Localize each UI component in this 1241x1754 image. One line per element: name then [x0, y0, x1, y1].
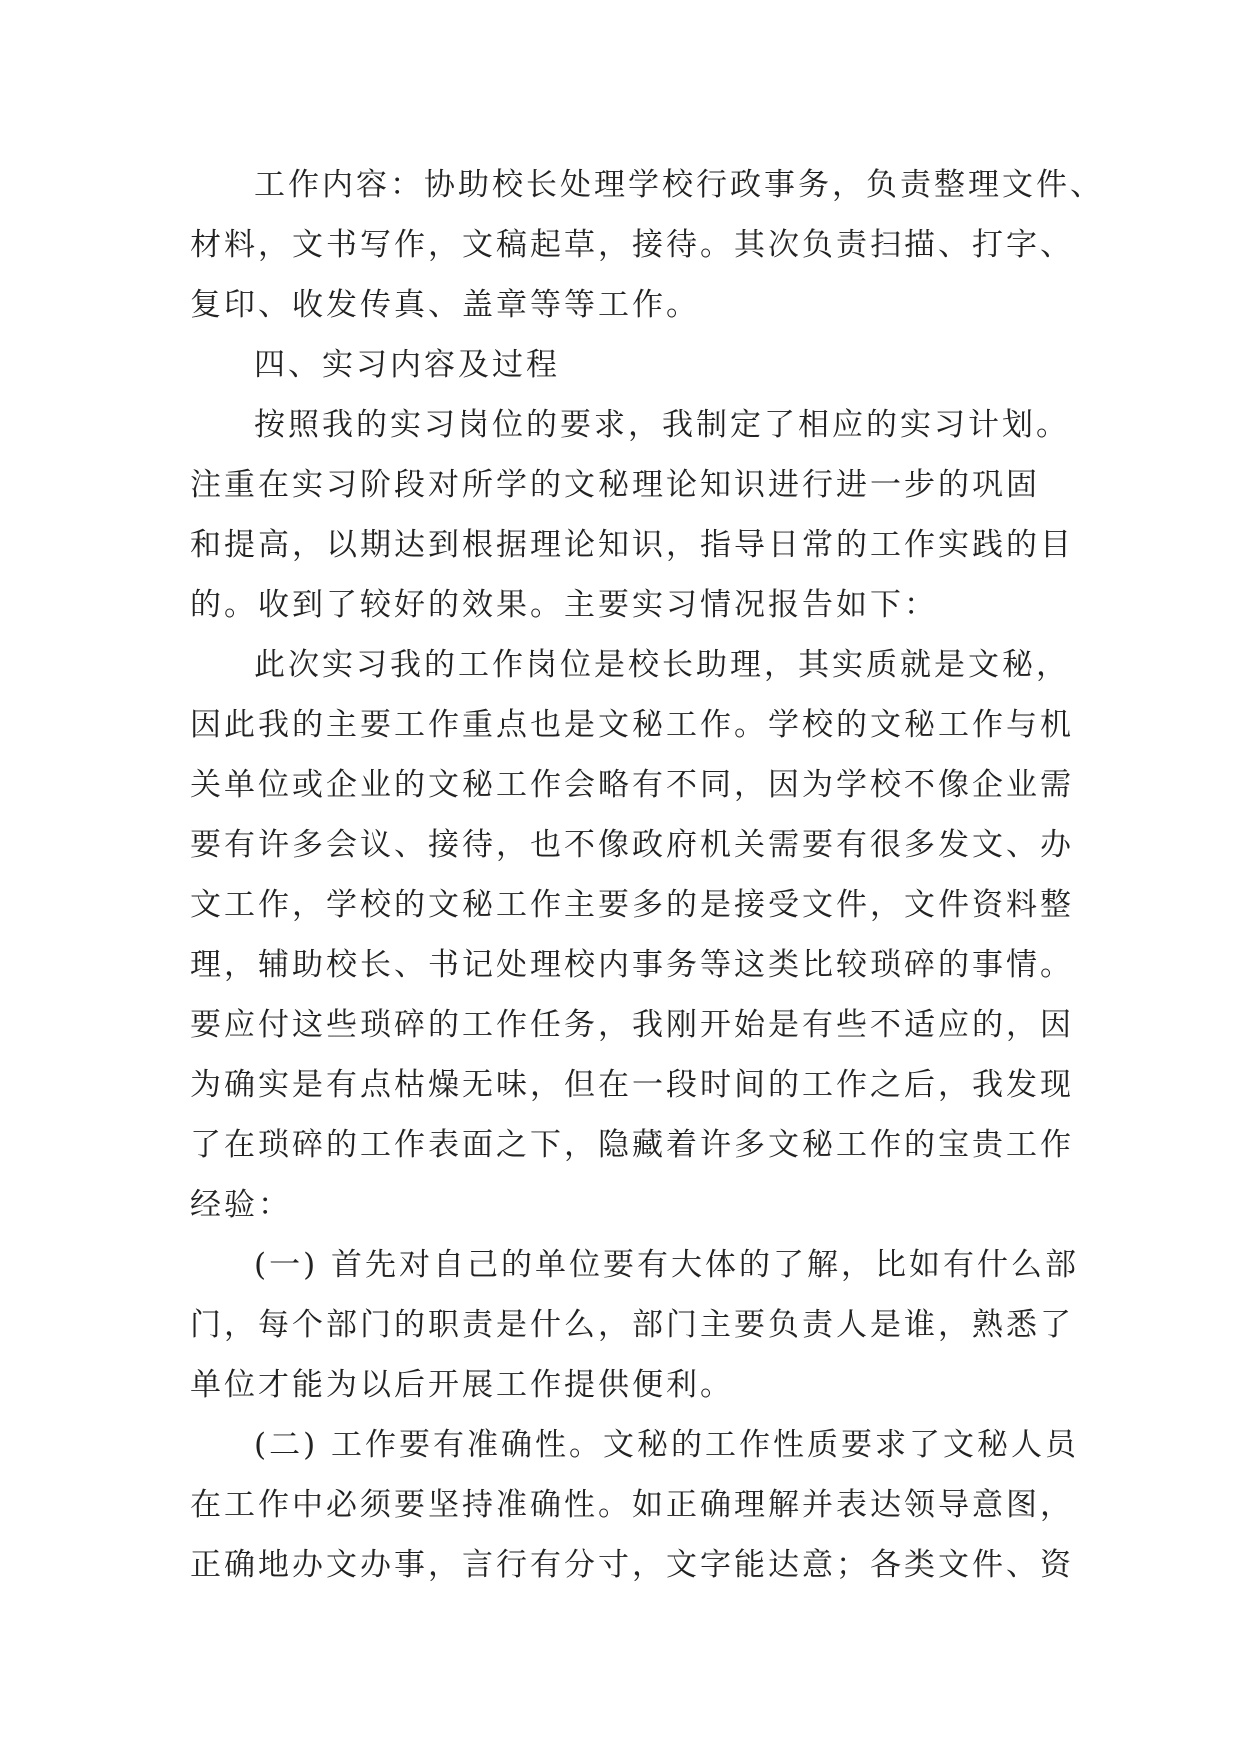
text-line: 在工作中必须要坚持准确性。如正确理解并表达领导意图， [190, 1487, 1074, 1523]
text-line: 按照我的实习岗位的要求，我制定了相应的实习计划。 [254, 407, 1070, 443]
text-line: 的。收到了较好的效果。主要实习情况报告如下： [190, 587, 938, 623]
text-line: 工作内容：协助校长处理学校行政事务，负责整理文件、 [254, 167, 1104, 203]
text-line: 为确实是有点枯燥无味，但在一段时间的工作之后，我发现 [190, 1067, 1074, 1103]
text-line: 材料，文书写作，文稿起草，接待。其次负责扫描、打字、 [190, 227, 1074, 263]
text-line: 和提高，以期达到根据理论知识，指导日常的工作实践的目 [190, 527, 1074, 563]
text-line: 理，辅助校长、书记处理校内事务等这类比较琐碎的事情。 [190, 947, 1074, 983]
text-line: 关单位或企业的文秘工作会略有不同，因为学校不像企业需 [190, 767, 1074, 803]
text-line: (二) 工作要有准确性。文秘的工作性质要求了文秘人员 [254, 1427, 1080, 1463]
text-line: 文工作，学校的文秘工作主要多的是接受文件，文件资料整 [190, 887, 1074, 923]
text-line: 经验： [190, 1187, 292, 1223]
text-line: 门，每个部门的职责是什么，部门主要负责人是谁，熟悉了 [190, 1307, 1074, 1343]
section-heading: 四、实习内容及过程 [254, 347, 560, 383]
text-line: 正确地办文办事，言行有分寸，文字能达意；各类文件、资 [190, 1547, 1074, 1583]
text-line: 要应付这些琐碎的工作任务，我刚开始是有些不适应的，因 [190, 1007, 1074, 1043]
text-line: 此次实习我的工作岗位是校长助理，其实质就是文秘， [254, 647, 1070, 683]
document-body [190, 155, 1104, 1595]
text-line: 单位才能为以后开展工作提供便利。 [190, 1367, 734, 1403]
text-line: 因此我的主要工作重点也是文秘工作。学校的文秘工作与机 [190, 707, 1074, 743]
text-line: 注重在实习阶段对所学的文秘理论知识进行进一步的巩固 [190, 467, 1040, 503]
text-line: 要有许多会议、接待，也不像政府机关需要有很多发文、办 [190, 827, 1074, 863]
text-line: (一) 首先对自己的单位要有大体的了解，比如有什么部 [254, 1247, 1080, 1283]
text-line: 了在琐碎的工作表面之下，隐藏着许多文秘工作的宝贵工作 [190, 1127, 1074, 1163]
text-line: 复印、收发传真、盖章等等工作。 [190, 287, 700, 323]
